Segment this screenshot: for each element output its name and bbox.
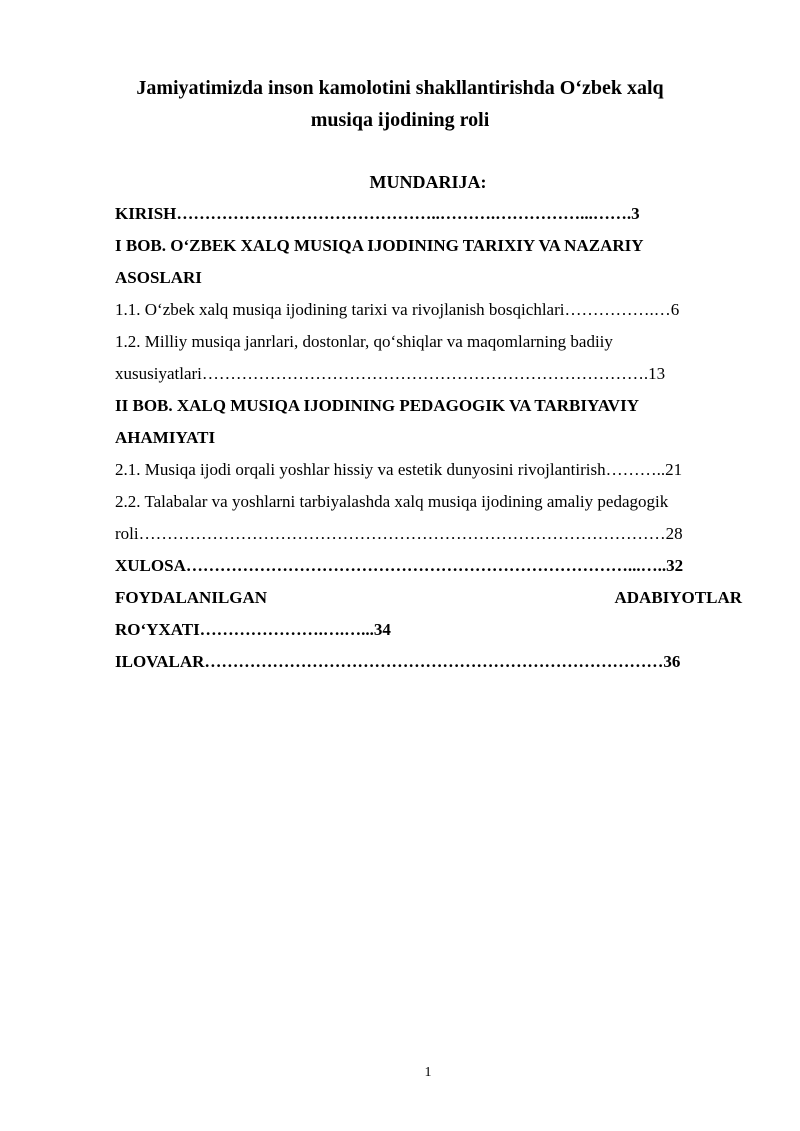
toc-entry-kirish: KIRISH………………………………………..……….……………...…….3 (115, 204, 640, 223)
toc-chapter-1-title-cont: ASOSLARI (115, 268, 202, 287)
toc-entry-ilovalar: ILOVALAR………………………………………………………………………36 (115, 652, 681, 671)
toc-heading: MUNDARIJA: (369, 172, 487, 192)
document-title (100, 72, 700, 136)
title-line-1: Jamiyatimizda inson kamolotini shakllantirishda O‘zbek xalq (136, 77, 664, 99)
toc-entry-2-2-cont: roli…………………………………………………………………………………28 (115, 524, 683, 543)
toc-chapter-2-title-cont: AHAMIYATI (115, 428, 216, 447)
toc-entry-2-2: 2.2. Talabalar va yoshlarni tarbiyalashda xalq musiqa ijodining amaliy pedagogik (115, 492, 669, 511)
toc-entry-adabiyotlar: FOYDALANILGAN ADABIYOTLAR (115, 588, 742, 607)
toc-entry-1-1: 1.1. O‘zbek xalq musiqa ijodining tarixi va rivojlanish bosqichlari…………….…6 (115, 300, 680, 319)
toc-chapter-1-title: I BOB. O‘ZBEK XALQ MUSIQA IJODINING TARIXIY VA NAZARIY (115, 236, 644, 255)
toc-chapter-2-title: II BOB. XALQ MUSIQA IJODINING PEDAGOGIK VA TARBIYAVIY (115, 396, 639, 415)
toc-entry-xulosa: XULOSA……………………………………………………………………...…..32 (115, 556, 684, 575)
toc-entry-1-2: 1.2. Milliy musiqa janrlari, dostonlar, qo‘shiqlar va maqomlarning badiiy (115, 332, 613, 351)
title-line-2: musiqa ijodining roli (310, 109, 490, 131)
toc-entry-2-1: 2.1. Musiqa ijodi orqali yoshlar hissiy va estetik dunyosini rivojlantirish………..21 (115, 460, 683, 479)
toc-entry-1-2-cont: xususiyatlari…………………………………………………………………….13 (115, 364, 666, 383)
page-number: 1 (424, 1065, 432, 1080)
toc-entry-adabiyotlar-cont: RO‘YXATI………………….….…...34 (115, 620, 391, 639)
